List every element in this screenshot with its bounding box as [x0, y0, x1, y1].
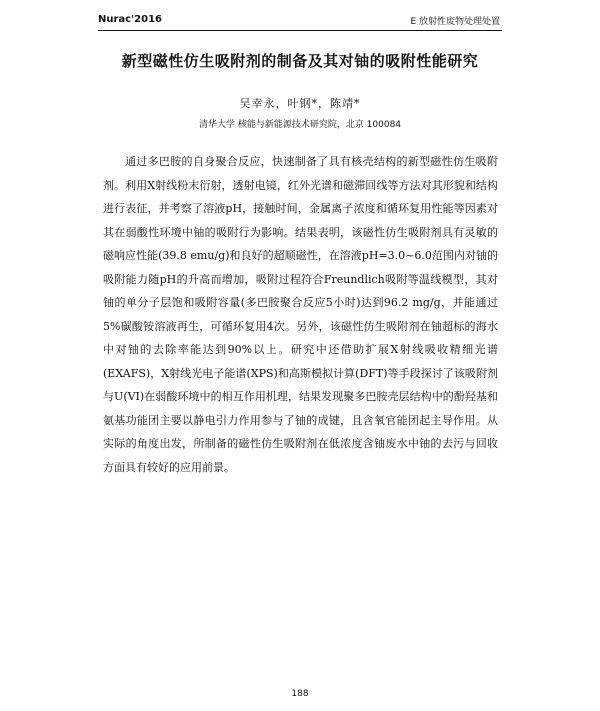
- paper-title: 新型磁性仿生吸附剂的制备及其对铀的吸附性能研究: [121, 52, 479, 70]
- header-divider: [98, 30, 502, 31]
- paper-affiliation: 清华大学 核能与新能源技术研究院，北京 100084: [198, 120, 402, 130]
- paper-authors: 吴幸永，叶钢*，陈靖*: [239, 97, 361, 110]
- abstract-paragraph: 通过多巴胺的自身聚合反应，快速制备了具有核壳结构的新型磁性仿生吸附剂。利用X射线粉末衍射，透射电镜，红外光谱和磁滞回线等方法对其形貌和结构进行表征，并考察了溶液pH，接触时间，金属离子浓度和循环复用性能等因素对其在弱酸性环境中铀的吸附行为影响。结果表明，该磁性仿生吸附剂具有灵敏的磁响应性能(39.8 emu/g)和良好的超顺磁性，在溶液pH=3.0~6.0范围内对铀的吸附能力随pH的升高而增加，吸附过程符合Freundlich吸附等温线模型，其对铀的单分子层饱和吸附容量(多巴胺聚合反应5小时)达到96.2 mg/g，并能通过5%碳酸铵溶液再生，可循环复用4次。另外，该磁性仿生吸附剂在铀超标的海水中对铀的去除率能达到90%以上。研究中还借助扩展X射线吸收精细光谱(EXAFS)，X射线光电子能谱(XPS)和高斯模拟计算(DFT)等手段探讨了该吸附剂与U(VI)在弱酸环境中的相互作用机理，结果发现聚多巴胺壳层结构中的酚羟基和氨基功能团主要以静电引力作用参与了铀的成键，且含氧官能团起主导作用。从实际的角度出发，所制备的磁性仿生吸附剂在低浓度含铀废水中铀的去污与回收方面具有较好的应用前景。: [103, 155, 498, 474]
- section-name: E 放射性废物处理处置: [410, 17, 500, 27]
- journal-name: Nurac'2016: [98, 14, 162, 25]
- page-number: 188: [291, 689, 309, 699]
